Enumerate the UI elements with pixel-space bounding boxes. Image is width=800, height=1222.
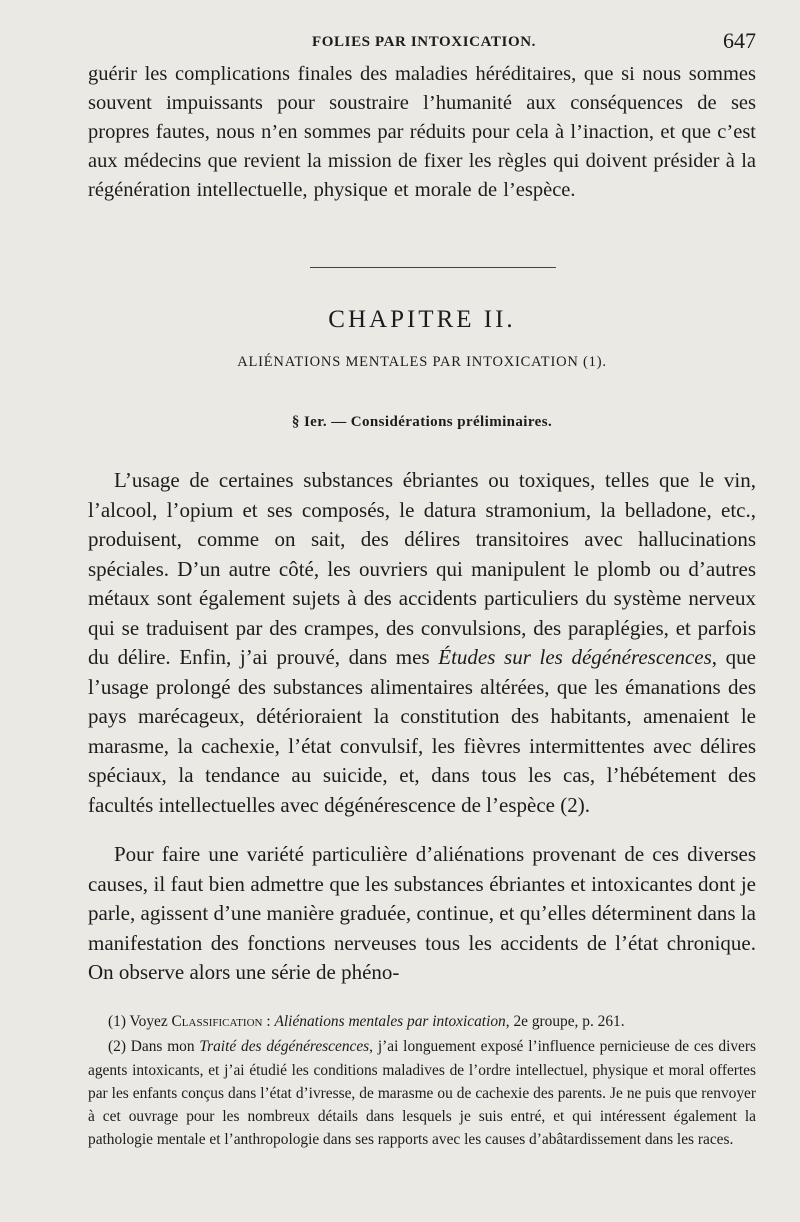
footnotes: [88, 1010, 756, 1152]
footnote-1-text-c: , 2e groupe, p. 261.: [505, 1013, 625, 1030]
page-number: 647: [723, 28, 756, 53]
paragraph-1-italic-title: Études sur les dégénérescences: [438, 645, 712, 669]
running-head: [0, 28, 800, 56]
footnote-1-small-caps: Classification: [171, 1013, 263, 1030]
running-title: FOLIES PAR INTOXICATION.: [312, 34, 537, 50]
paragraph-1: [88, 466, 756, 820]
footnote-2-text-b: , j’ai longuement exposé l’influence pernicieuse de ces divers agents intoxicants, et j’ai étudié les conditions maladives de l’ordre intellectuel, physique et moral offertes par les enfants conçus dans l’état d’ivresse, de marasme ou de cachexie des parents. Je ne puis que renvoyer à cet ouvrage pour les nombreux détails dans lesquels je suis entré, et qui intéressent également la pathologie mentale et l’anthropologie dans ses rapports avec les causes d’abâtardissement dans les races.: [88, 1038, 757, 1149]
section-divider: [310, 267, 556, 268]
footnote-1-text-b: :: [262, 1013, 275, 1030]
section-heading: § Ier. — Considérations préliminaires.: [291, 414, 553, 430]
chapter-subtitle: ALIÉNATIONS MENTALES PAR INTOXICATION (1).: [237, 354, 607, 370]
paragraph-2: Pour faire une variété particulière d’aliénations provenant de ces diverses causes, il faut bien admettre que les substances ébriantes et intoxicantes dont je parle, agissent d’une manière graduée, continue, et qu’elles déterminent dans la manifestation des fonctions nerveuses tous les accidents de l’état chronique. On observe alors une série de phéno-: [88, 842, 756, 984]
paragraph-1-text-b: , que l’usage prolongé des substances alimentaires altérées, que les émanations des pays marécageux, détérioraient la constitution des habitants, amenaient le marasme, la cachexie, l’état convulsif, les fièvres intermittentes avec délires spéciaux, la tendance au suicide, et, dans tous les cas, l’hébétement des facultés intellectuelles avec dégénérescence de l’espèce (2).: [88, 645, 756, 817]
paragraph-1-text-a: L’usage de certaines substances ébriantes ou toxiques, telles que le vin, l’alcool, l’opium et ses composés, le datura stramonium, la belladone, etc., produisent, comme on sait, des délires transitoires avec hallucinations spéciales. D’un autre côté, les ouvriers qui manipulent le plomb ou d’autres métaux sont également sujets à des accidents particuliers du système nerveux qui se traduisent par des crampes, des convulsions, des paraplégies, et parfois du délire. Enfin, j’ai prouvé, dans mes: [88, 468, 756, 669]
footnote-1: [88, 1010, 756, 1033]
footnote-2-italic: Traité des dégénérescences: [199, 1038, 370, 1056]
footnote-2-text-a: (2) Dans mon: [108, 1038, 200, 1056]
intro-paragraph: guérir les complications finales des maladies héréditaires, que si nous sommes souvent impuissants pour soustraire l’humanité aux conséquences de ses propres fautes, nous n’en sommes par réduits pour cela à l’inaction, et que c’est aux médecins que revient la mission de fixer les règles qui doivent présider à la régénération intellectuelle, physique et morale de l’espèce.: [88, 63, 756, 201]
footnote-2: [88, 1035, 756, 1151]
chapter-title: CHAPITRE II.: [328, 306, 516, 333]
footnote-1-text-a: (1) Voyez: [108, 1013, 172, 1030]
footnote-1-italic: Aliénations mentales par intoxication: [274, 1013, 506, 1030]
